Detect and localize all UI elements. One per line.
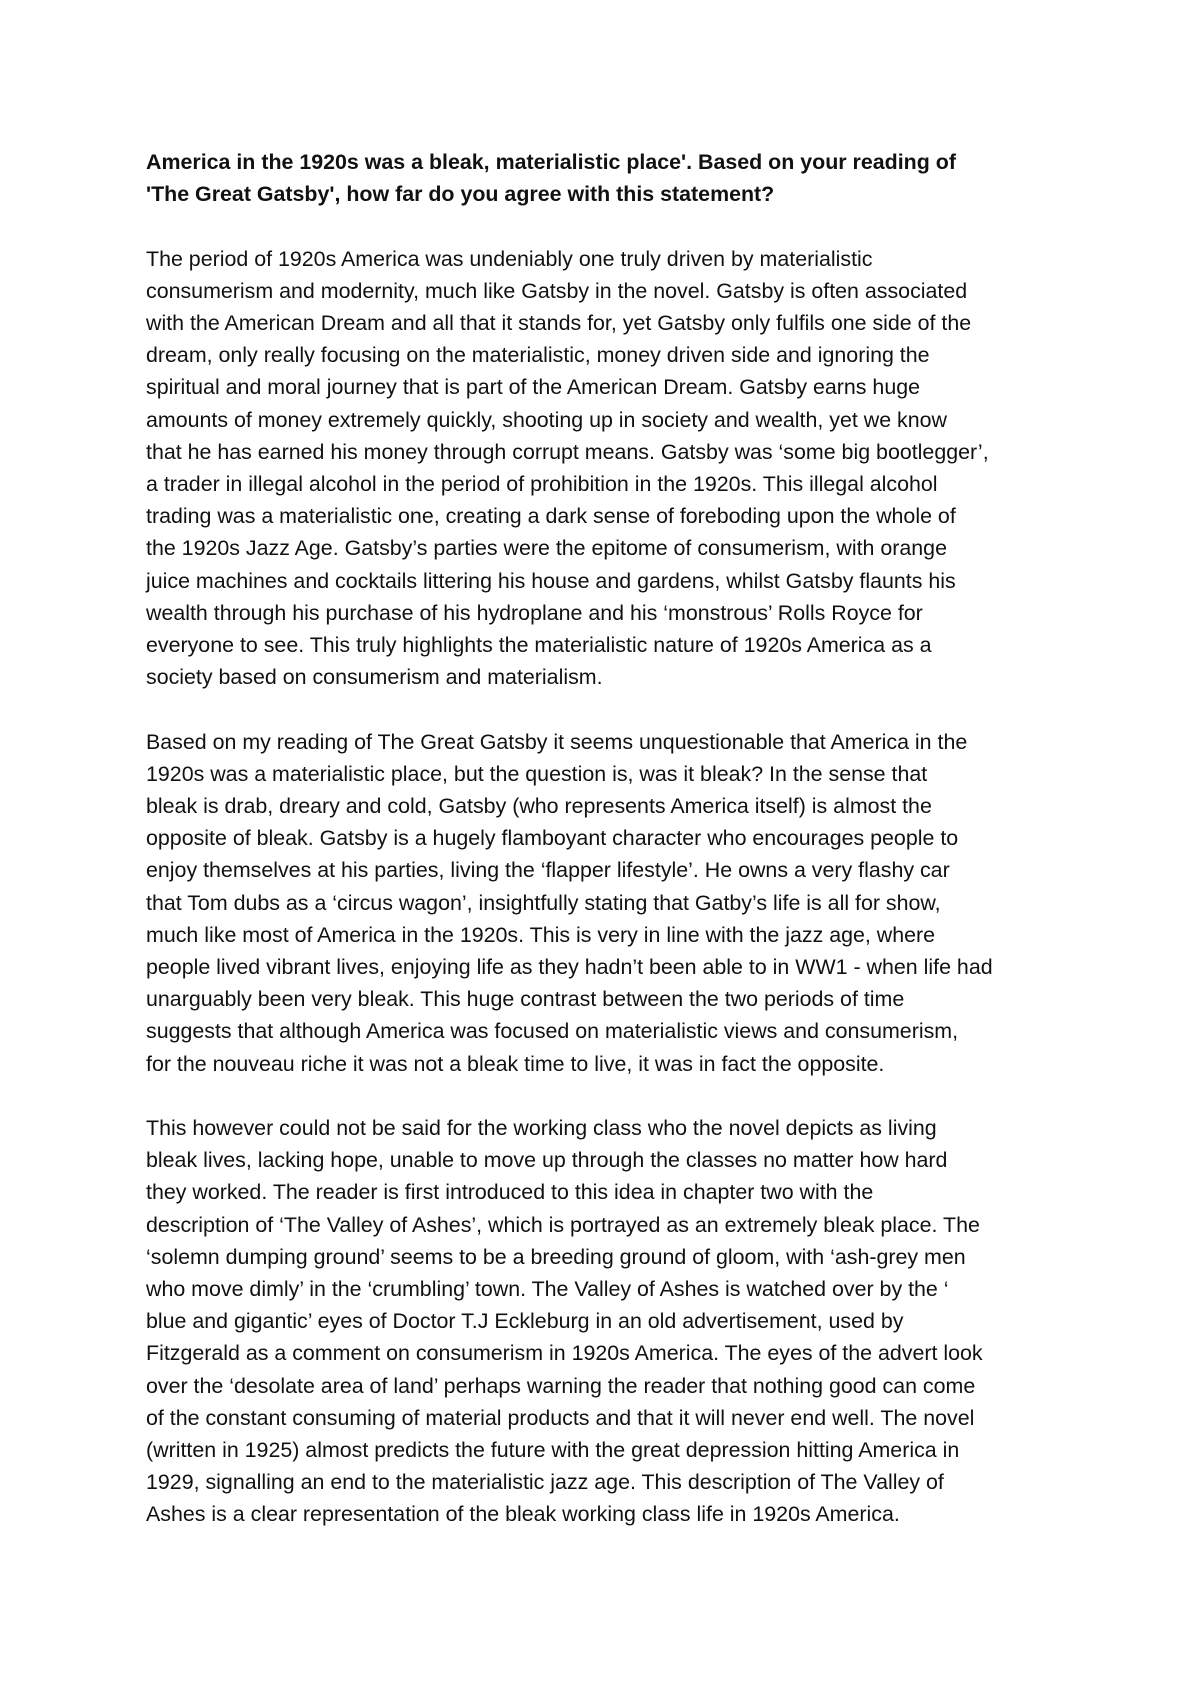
- text-line: 1920s was a materialistic place, but the question is, was it bleak? In the sense that: [146, 761, 928, 786]
- text-line: dream, only really focusing on the materialistic, money driven side and ignoring the: [146, 343, 930, 368]
- text-line: amounts of money extremely quickly, shooting up in society and wealth, yet we know: [146, 407, 947, 432]
- text-line: that he has earned his money through corrupt means. Gatsby was ‘some big bootlegger’,: [146, 439, 989, 464]
- text-line: that Tom dubs as a ‘circus wagon’, insightfully stating that Gatby’s life is all for show,: [146, 890, 941, 915]
- text-line: for the nouveau riche it was not a bleak time to live, it was in fact the opposite.: [146, 1051, 885, 1076]
- essay-question-title: [146, 146, 1076, 210]
- text-line: This however could not be said for the working class who the novel depicts as living: [146, 1116, 937, 1141]
- text-line: The period of 1920s America was undeniably one truly driven by materialistic: [146, 246, 873, 271]
- text-line: bleak lives, lacking hope, unable to move up through the classes no matter how hard: [146, 1148, 948, 1173]
- text-line: Fitzgerald as a comment on consumerism in 1920s America. The eyes of the advert look: [146, 1341, 983, 1366]
- text-line: 1929, signalling an end to the materialistic jazz age. This description of The Valley of: [146, 1470, 944, 1495]
- title-line: 'The Great Gatsby', how far do you agree with this statement?: [146, 182, 775, 207]
- text-line: the 1920s Jazz Age. Gatsby’s parties were the epitome of consumerism, with orange: [146, 536, 947, 561]
- text-line: (written in 1925) almost predicts the future with the great depression hitting America in: [146, 1438, 960, 1463]
- paragraph-1: [146, 243, 1076, 694]
- text-line: they worked. The reader is first introduced to this idea in chapter two with the: [146, 1180, 874, 1205]
- text-line: trading was a materialistic one, creating a dark sense of foreboding upon the whole of: [146, 504, 956, 529]
- text-line: a trader in illegal alcohol in the period of prohibition in the 1920s. This illegal alcohol: [146, 472, 938, 497]
- essay-body: [146, 146, 1076, 1531]
- text-line: Ashes is a clear representation of the bleak working class life in 1920s America.: [146, 1502, 900, 1527]
- text-line: over the ‘desolate area of land’ perhaps warning the reader that nothing good can come: [146, 1373, 976, 1398]
- text-line: everyone to see. This truly highlights the materialistic nature of 1920s America as a: [146, 633, 932, 658]
- text-line: with the American Dream and all that it stands for, yet Gatsby only fulfils one side of the: [146, 311, 972, 335]
- text-line: suggests that although America was focused on materialistic views and consumerism,: [146, 1019, 959, 1044]
- paragraph-gap: [146, 1080, 1076, 1112]
- text-line: people lived vibrant lives, enjoying life as they hadn’t been able to in WW1 - when life had: [146, 955, 993, 980]
- text-line: description of ‘The Valley of Ashes’, which is portrayed as an extremely bleak place. The: [146, 1212, 980, 1237]
- text-line: spiritual and moral journey that is part of the American Dream. Gatsby earns huge: [146, 375, 921, 400]
- paragraph-3: [146, 1112, 1076, 1531]
- text-line: unarguably been very bleak. This huge contrast between the two periods of time: [146, 987, 905, 1012]
- text-line: wealth through his purchase of his hydroplane and his ‘monstrous’ Rolls Royce for: [146, 600, 923, 625]
- text-line: consumerism and modernity, much like Gatsby in the novel. Gatsby is often associated: [146, 278, 968, 303]
- paragraph-gap: [146, 210, 1076, 242]
- text-line: enjoy themselves at his parties, living the ‘flapper lifestyle’. He owns a very flashy car: [146, 858, 950, 883]
- text-line: who move dimly’ in the ‘crumbling’ town. The Valley of Ashes is watched over by the ‘: [146, 1277, 949, 1302]
- text-line: blue and gigantic’ eyes of Doctor T.J Eckleburg in an old advertisement, used by: [146, 1309, 904, 1334]
- text-line: juice machines and cocktails littering his house and gardens, whilst Gatsby flaunts his: [146, 568, 956, 593]
- text-line: society based on consumerism and materialism.: [146, 665, 603, 690]
- text-line: opposite of bleak. Gatsby is a hugely flamboyant character who encourages people to: [146, 826, 959, 851]
- text-line: bleak is drab, dreary and cold, Gatsby (who represents America itself) is almost the: [146, 794, 932, 819]
- paragraph-gap: [146, 693, 1076, 725]
- text-line: ‘solemn dumping ground’ seems to be a breeding ground of gloom, with ‘ash-grey men: [146, 1244, 966, 1269]
- text-line: much like most of America in the 1920s. This is very in line with the jazz age, where: [146, 922, 936, 947]
- text-line: of the constant consuming of material products and that it will never end well. The novel: [146, 1405, 975, 1430]
- text-line: Based on my reading of The Great Gatsby it seems unquestionable that America in the: [146, 729, 968, 754]
- title-line: America in the 1920s was a bleak, materialistic place'. Based on your reading of: [146, 150, 956, 174]
- paragraph-2: [146, 726, 1076, 1080]
